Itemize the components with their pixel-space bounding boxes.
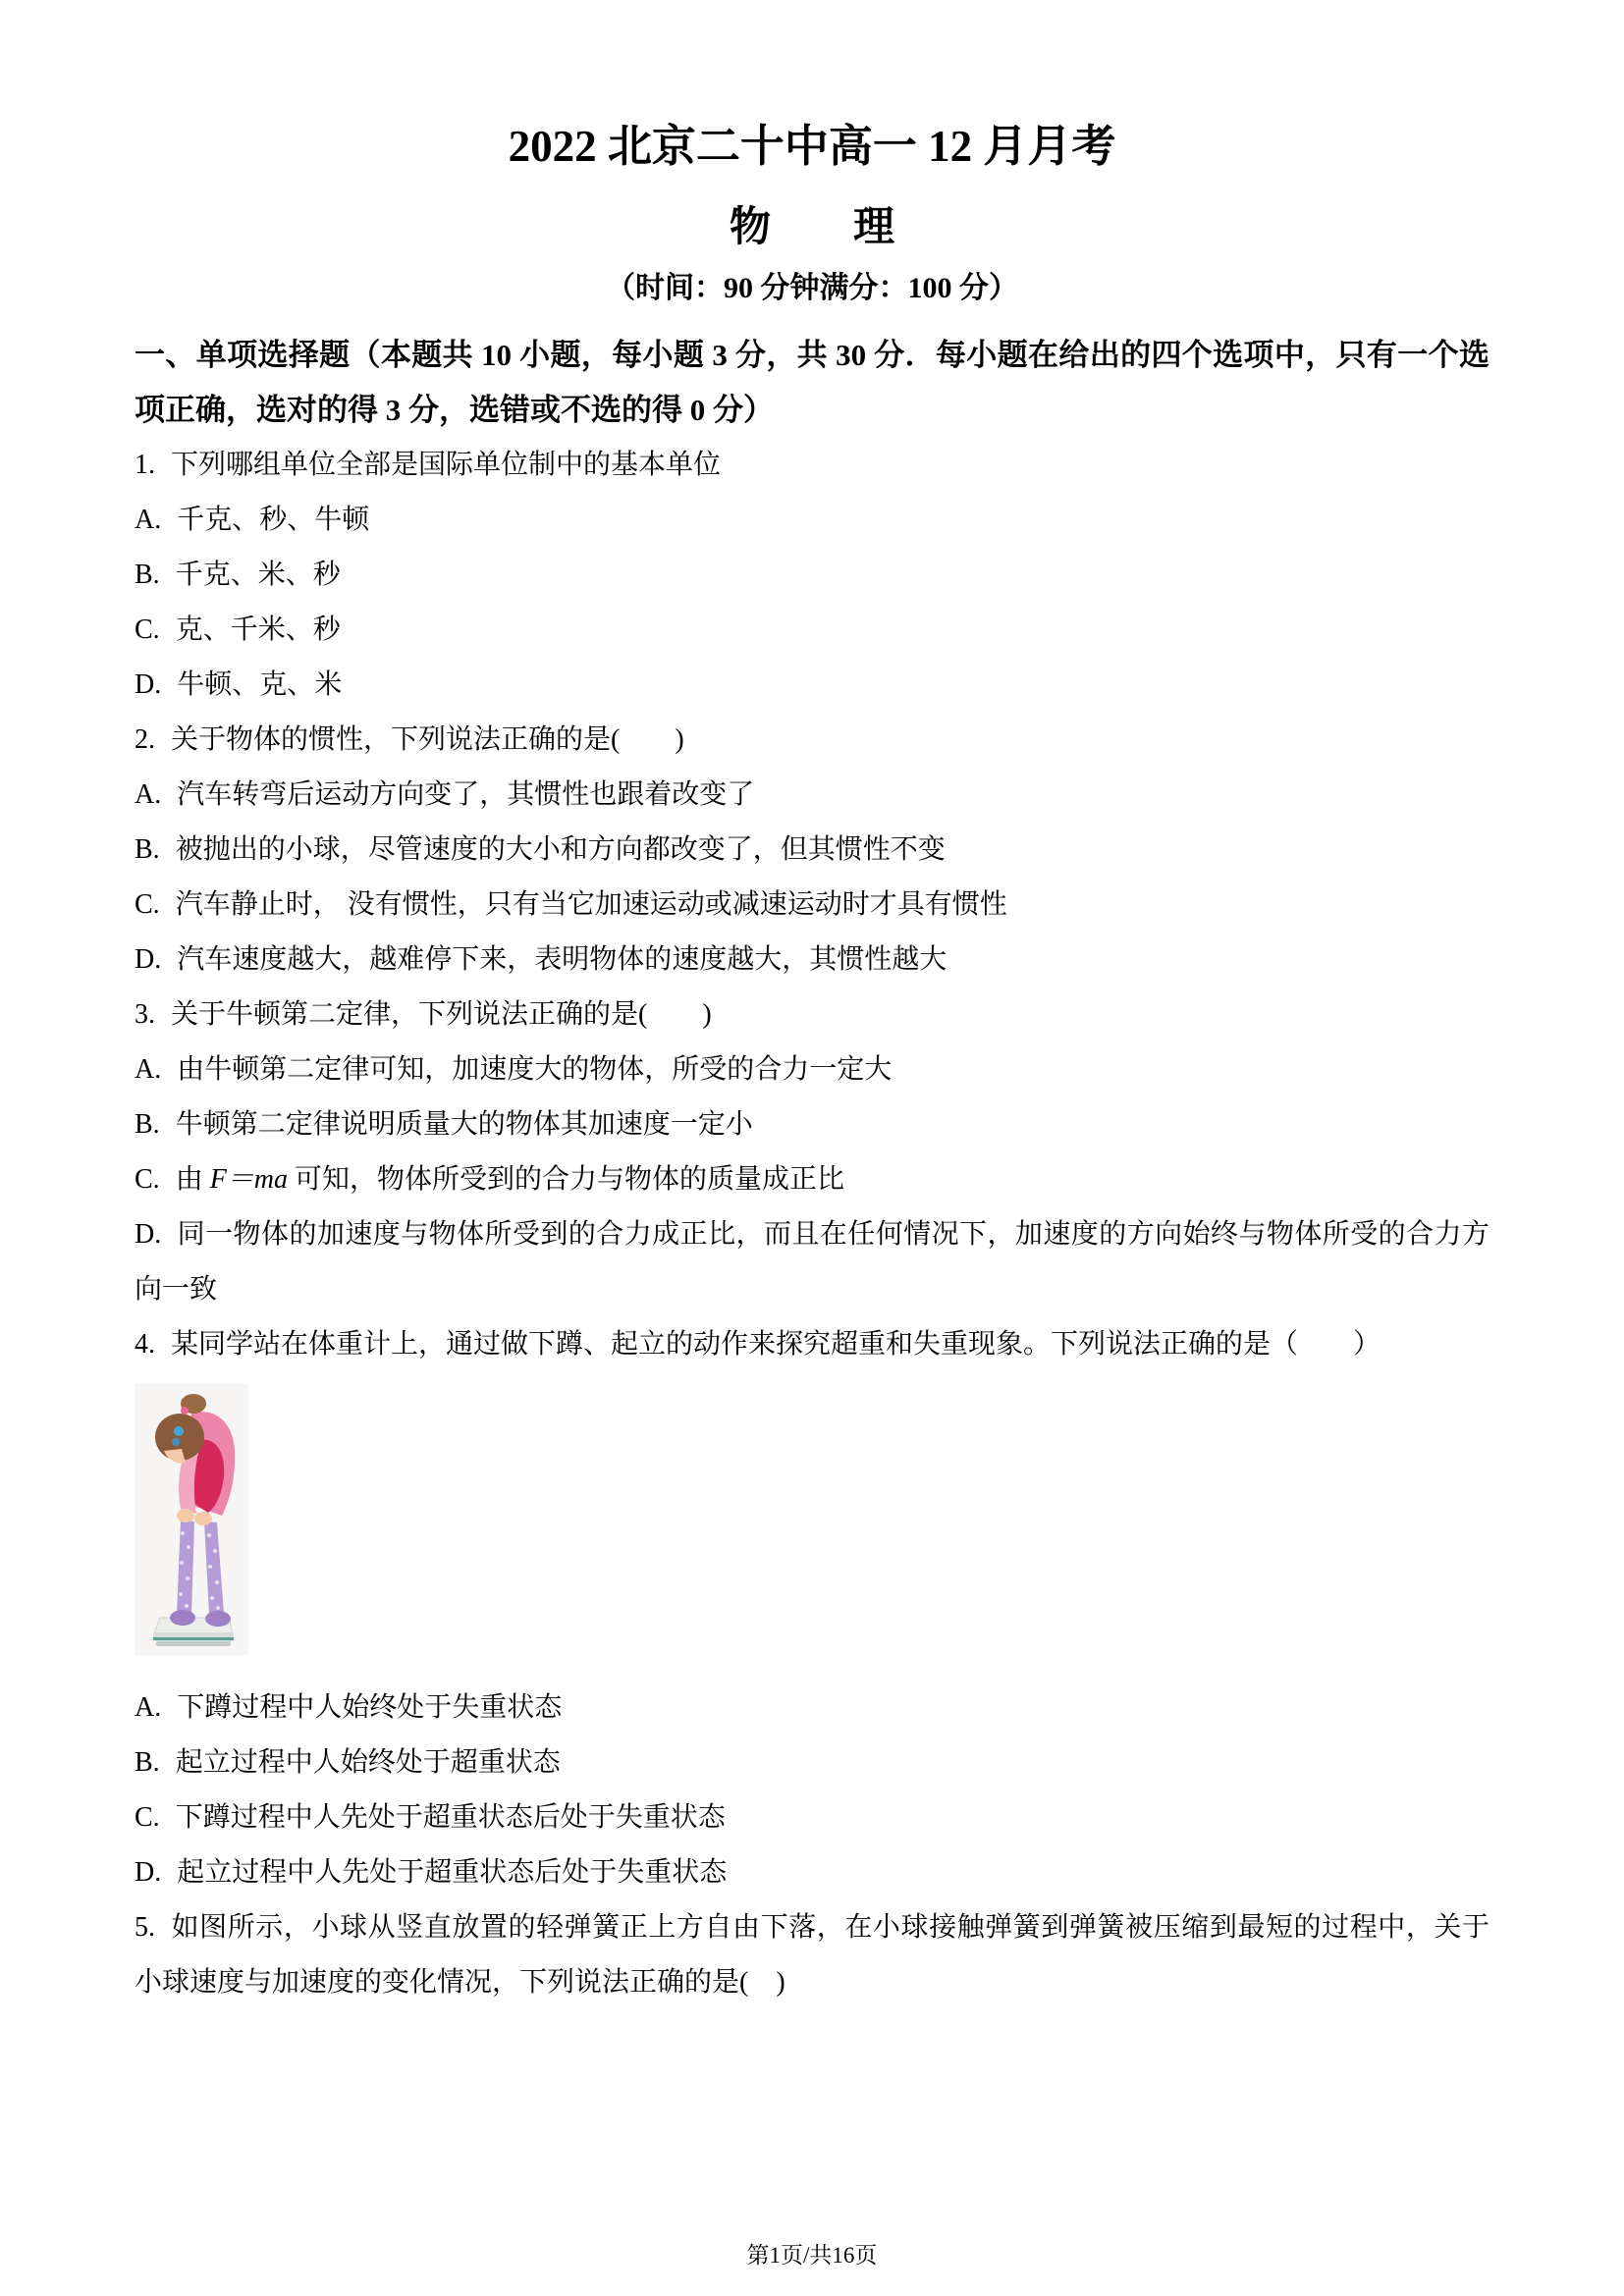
q2-option-a [135,768,1489,823]
q2-option-b-text: 被抛出的小球，尽管速度的大小和方向都改变了，但其惯性不变 [175,834,946,865]
q3-stem-text: 关于牛顿第二定律，下列说法正确的是( ) [171,999,712,1030]
q2-option-c-label: C. [135,889,160,920]
q2-option-d [135,933,1489,988]
q2-option-c-text: 汽车静止时， 没有惯性，只有当它加速运动或减速运动时才具有惯性 [175,889,1007,920]
q5-number: 5. [135,1912,155,1943]
q1-stem [135,438,1489,493]
q3-option-d-text: 同一物体的加速度与物体所受到的合力成正比，而且在任何情况下，加速度的方向始终与物体所受的合力方向一致 [135,1219,1489,1305]
q4-option-d-text: 起立过程中人先处于超重状态后处于失重状态 [177,1857,728,1888]
page-title: 2022 北京二十中高一 12 月月考 [508,122,1116,171]
q1-option-a-text: 千克、秒、牛顿 [177,505,370,535]
page-footer: 第1页/共16页 [746,2243,878,2268]
q4-stem [135,1317,1489,1372]
q1-option-d-text: 牛顿、克、米 [177,669,343,700]
q4-option-d [135,1845,1489,1900]
q4-option-b-label: B. [135,1747,160,1778]
q2-option-a-text: 汽车转弯后运动方向变了，其惯性也跟着改变了 [177,779,755,810]
q4-option-a-text: 下蹲过程中人始终处于失重状态 [177,1692,563,1723]
q2-option-d-text: 汽车速度越大，越难停下来，表明物体的速度越大，其惯性越大 [177,944,947,975]
q4-option-d-label: D. [135,1857,162,1888]
subject-title: 物 理 [729,205,894,250]
q3-option-a-text: 由牛顿第二定律可知，加速度大的物体，所受的合力一定大 [177,1054,893,1085]
q4-option-b-text: 起立过程中人始终处于超重状态 [175,1747,561,1778]
q1-option-b [135,548,1489,603]
girl-on-scale-photo [135,1384,248,1655]
q1-option-d [135,658,1489,713]
q1-option-c-label: C. [135,614,160,645]
q4-number: 4. [135,1329,155,1360]
q2-option-c [135,878,1489,933]
q3-option-b [135,1097,1489,1152]
q3-number: 3. [135,999,155,1030]
q1-option-c [135,603,1489,658]
q3-option-d-label: D. [135,1219,162,1250]
q3-option-a [135,1042,1489,1097]
q3-option-b-text: 牛顿第二定律说明质量大的物体其加速度一定小 [175,1109,753,1140]
exam-meta: （时间：90 分钟满分：100 分） [606,272,1018,304]
q5-stem-text: 如图所示，小球从竖直放置的轻弹簧正上方自由下落，在小球接触弹簧到弹簧被压缩到最短的过程中，关于小球速度与加速度的变化情况，下列说法正确的是( ) [135,1912,1489,1998]
q4-stem-text: 某同学站在体重计上，通过做下蹲、起立的动作来探究超重和失重现象。下列说法正确的是（ ） [171,1329,1381,1360]
q3-option-c-pre: 由 [175,1164,210,1195]
q2-stem-text: 关于物体的惯性，下列说法正确的是( ) [171,724,684,755]
q2-stem [135,713,1489,768]
q1-number: 1. [135,450,155,480]
q4-option-c-text: 下蹲过程中人先处于超重状态后处于失重状态 [175,1802,726,1833]
q3-option-c-label: C. [135,1164,160,1195]
q3-option-a-label: A. [135,1054,162,1085]
q3-stem [135,988,1489,1042]
q4-option-b [135,1735,1489,1790]
q4-option-c-label: C. [135,1802,160,1833]
q1-option-b-label: B. [135,560,160,590]
q2-option-b [135,823,1489,878]
q1-option-c-text: 克、千米、秒 [175,614,341,645]
q1-option-a [135,493,1489,548]
q1-option-a-label: A. [135,505,162,535]
q1-stem-text: 下列哪组单位全部是国际单位制中的基本单位 [171,450,722,480]
q3-option-c-post: 可知，物体所受到的合力与物体的质量成正比 [288,1164,845,1195]
q5-stem [135,1900,1489,2010]
q1-option-d-label: D. [135,669,162,700]
q1-option-b-text: 千克、米、秒 [175,560,341,590]
q2-option-a-label: A. [135,779,162,810]
q4-option-a-label: A. [135,1692,162,1723]
q2-option-d-label: D. [135,944,162,975]
q4-option-c [135,1790,1489,1845]
q3-option-b-label: B. [135,1109,160,1140]
q4-option-a [135,1681,1489,1735]
q3-option-c [135,1152,1489,1207]
section-heading: 一、单项选择题（本题共 10 小题，每小题 3 分，共 30 分．每小题在给出的四个选项中，只有一个选项正确，选对的得 3 分，选错或不选的得 0 分） [135,338,1489,427]
q2-number: 2. [135,724,155,755]
q3-option-d [135,1207,1489,1317]
newton-formula: F＝ma [209,1164,289,1195]
q2-option-b-label: B. [135,834,160,865]
